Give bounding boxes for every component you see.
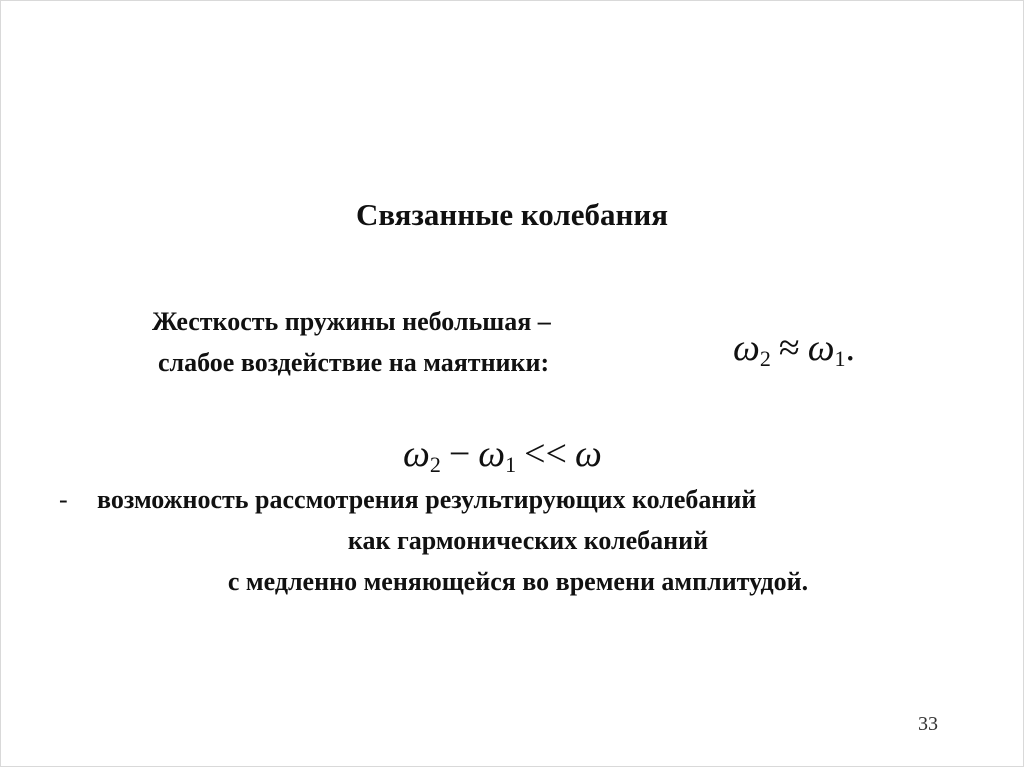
- equation-frequency-approx: [733, 326, 855, 372]
- omega-symbol: ω: [478, 433, 506, 475]
- bullet-line-3: с медленно меняющейся во времени амплитудой.: [227, 567, 809, 596]
- much-less-operator: <<: [524, 433, 567, 475]
- approx-operator: ≈: [778, 327, 800, 369]
- bullet-line-1: возможность рассмотрения результирующих колебаний: [97, 485, 757, 514]
- bullet-marker: -: [59, 485, 68, 514]
- subscript: 2: [429, 452, 441, 477]
- omega-symbol: ω: [733, 327, 760, 369]
- subscript: 2: [759, 346, 771, 371]
- slide-title: Связанные колебания: [355, 197, 669, 232]
- condition-line-1: Жесткость пружины небольшая –: [152, 307, 551, 336]
- period: .: [845, 327, 856, 369]
- equation-frequency-difference: [403, 432, 602, 478]
- bullet-line-2: как гармонических колебаний: [347, 526, 709, 555]
- condition-line-2: слабое воздействие на маятники:: [158, 348, 550, 377]
- omega-symbol: ω: [807, 327, 835, 369]
- subscript: 1: [505, 452, 517, 477]
- page-number: 33: [918, 713, 938, 735]
- omega-symbol: ω: [403, 433, 430, 475]
- subscript: 1: [834, 346, 846, 371]
- minus-operator: −: [448, 433, 471, 475]
- omega-symbol: ω: [575, 433, 602, 475]
